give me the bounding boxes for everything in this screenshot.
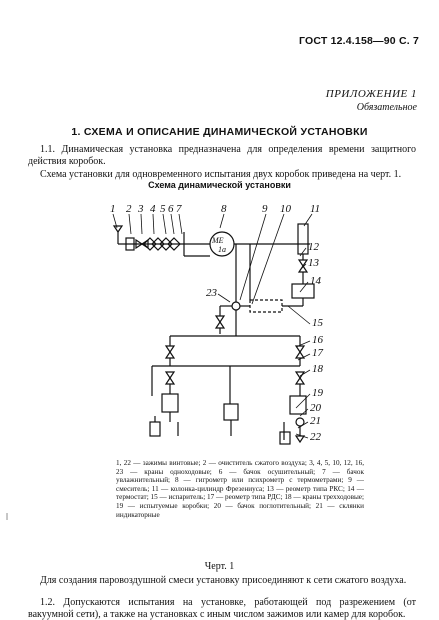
- label-9: 9: [262, 203, 268, 215]
- label-15: 15: [312, 317, 323, 329]
- label-6: 6: [168, 203, 174, 215]
- hygrometer-label: МЕ: [212, 236, 224, 245]
- figure-title: Схема динамической установки: [148, 180, 291, 190]
- label-4: 4: [150, 203, 156, 215]
- label-7: 7: [176, 203, 182, 215]
- label-21: 21: [310, 415, 321, 427]
- label-3: 3: [138, 203, 144, 215]
- label-14: 14: [310, 275, 321, 287]
- label-16: 16: [312, 334, 323, 346]
- label-1: 1: [110, 203, 116, 215]
- installation-diagram: [100, 196, 340, 454]
- label-12: 12: [308, 241, 319, 253]
- appendix-subtitle: Обязательное: [356, 102, 417, 113]
- standard-header: ГОСТ 12.4.158—90 С. 7: [298, 35, 419, 47]
- margin-mark: ǀ: [6, 512, 9, 523]
- figure-legend: 1, 22 — зажимы винтовые; 2 — очиститель сжатого воздуха; 3, 4, 5, 10, 12, 16, 23 — краны одноходовые; 6 — бачок осушительный; 7 — бачок увлажнительный; 8 — гигрометр или психрометр с термометрами; 9 — смеситель; 11 — колонка-цилиндр Фрезениуса; 13 — реометр типа РКС; 14 — термостат; 15 — испаритель; 17 — реометр типа РДС; 18 — краны трехходовые; 19 — испытуемые коробки; 20 — бачок поглотительный; 21 — склянки индикаторные: [116, 459, 364, 519]
- label-23: 23: [206, 287, 217, 299]
- label-2: 2: [126, 203, 132, 215]
- label-20: 20: [310, 402, 321, 414]
- label-8: 8: [221, 203, 227, 215]
- hygrometer-sublabel: 1а: [218, 245, 226, 254]
- section-heading: 1. СХЕМА И ОПИСАНИЕ ДИНАМИЧЕСКОЙ УСТАНОВКИ: [71, 126, 368, 138]
- label-22: 22: [310, 431, 321, 443]
- label-19: 19: [312, 387, 323, 399]
- paragraph-1-1: 1.1. Динамическая установка предназначена для определения времени защитного действия коробок.: [28, 144, 416, 167]
- appendix-title: ПРИЛОЖЕНИЕ 1: [325, 88, 417, 100]
- paragraph-scheme-ref: Схема установки для одновременного испытания двух коробок приведена на черт. 1.: [40, 169, 402, 180]
- label-5: 5: [160, 203, 166, 215]
- label-18: 18: [312, 363, 323, 375]
- figure-caption: Черт. 1: [204, 561, 235, 572]
- label-11: 11: [310, 203, 321, 215]
- label-17: 17: [312, 347, 323, 359]
- paragraph-1-2: 1.2. Допускаются испытания на установке, работающей под разрежением (от вакуумной сети), а также на установках с иным числом зажимов или камер для коробок.: [28, 597, 416, 620]
- paragraph-air-supply: Для создания паровоздушной смеси установку присоединяют к сети сжатого воздуха.: [40, 575, 407, 586]
- label-13: 13: [308, 257, 319, 269]
- label-10: 10: [280, 203, 291, 215]
